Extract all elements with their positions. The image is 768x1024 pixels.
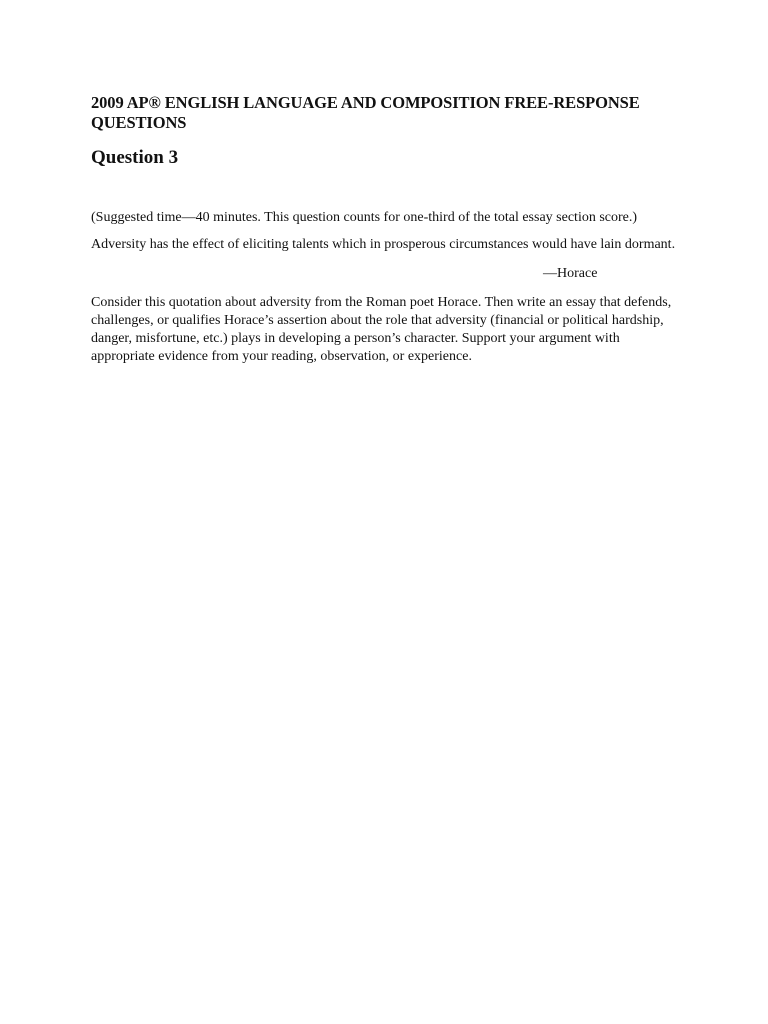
quotation-attribution: —Horace: [543, 266, 598, 281]
quotation-text: Adversity has the effect of eliciting talents which in prosperous circumstances would have lain dormant.: [91, 237, 676, 252]
question-heading: Question 3: [91, 147, 179, 168]
essay-prompt: Consider this quotation about adversity from the Roman poet Horace. Then write an essay that defends, challenges, or qualifies Horace’s assertion about the role that adversity (financial or political hardship, danger, misfortune, etc.) plays in developing a person’s character. Support your argument with appropriate evidence from your reading, observation, or experience.: [91, 295, 672, 364]
document-title: 2009 AP® ENGLISH LANGUAGE AND COMPOSITION FREE-RESPONSE QUESTIONS: [91, 93, 640, 132]
instructions-text: (Suggested time—40 minutes. This question counts for one-third of the total essay section score.): [91, 210, 638, 225]
document-content: [91, 93, 691, 366]
